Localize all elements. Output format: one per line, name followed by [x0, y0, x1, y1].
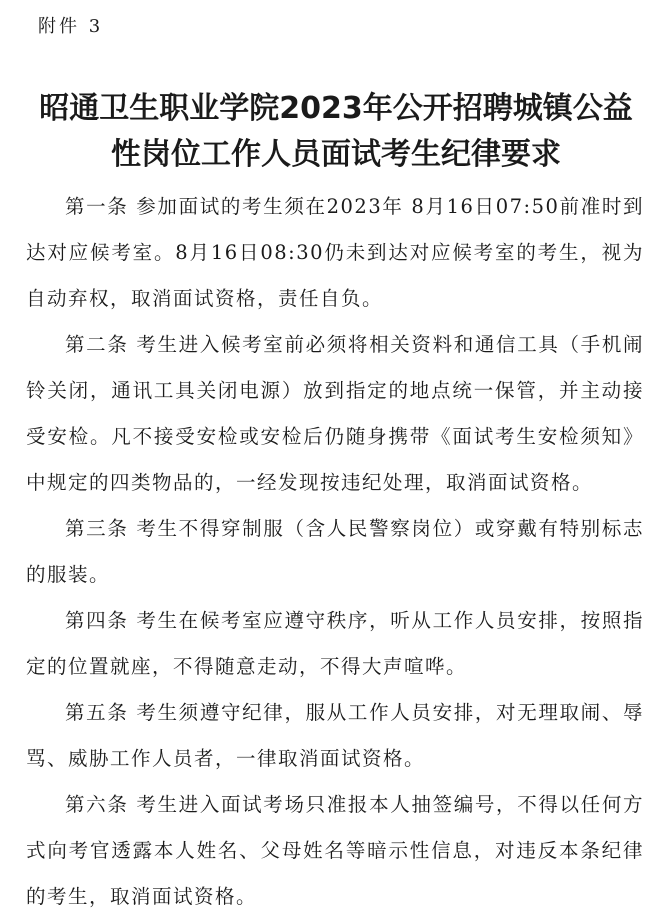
title-line-2: 性岗位工作人员面试考生纪律要求	[111, 137, 561, 172]
article-4: 第四条 考生在候考室应遵守秩序，听从工作人员安排，按照指定的位置就座，不得随意走动，不得大声喧哗。	[26, 609, 644, 678]
article-1: 第一条 参加面试的考生须在2023年 8月16日07:50前准时到达对应候考室。8月16日08:30仍未到达对应候考室的考生，视为自动弃权，取消面试资格，责任自负。	[26, 195, 644, 310]
title-line-1: 昭通卫生职业学院2023年公开招聘城镇公益	[39, 91, 633, 126]
article-3: 第三条 考生不得穿制服（含人民警察岗位）或穿戴有特别标志的服装。	[26, 517, 644, 586]
article-5: 第五条 考生须遵守纪律，服从工作人员安排，对无理取闹、辱骂、威胁工作人员者，一律取消面试资格。	[26, 701, 644, 770]
document-body	[26, 184, 644, 920]
article-2: 第二条 考生进入候考室前必须将相关资料和通信工具（手机闹铃关闭，通讯工具关闭电源）放到指定的地点统一保管，并主动接受安检。凡不接受安检或安检后仍随身携带《面试考生安检须知》中规定的四类物品的，一经发现按违纪处理，取消面试资格。	[26, 333, 644, 494]
attachment-label: 附件 3	[38, 16, 104, 37]
document-title	[20, 86, 652, 178]
article-6: 第六条 考生进入面试考场只准报本人抽签编号，不得以任何方式向考官透露本人姓名、父母姓名等暗示性信息，对违反本条纪律的考生，取消面试资格。	[26, 793, 644, 908]
